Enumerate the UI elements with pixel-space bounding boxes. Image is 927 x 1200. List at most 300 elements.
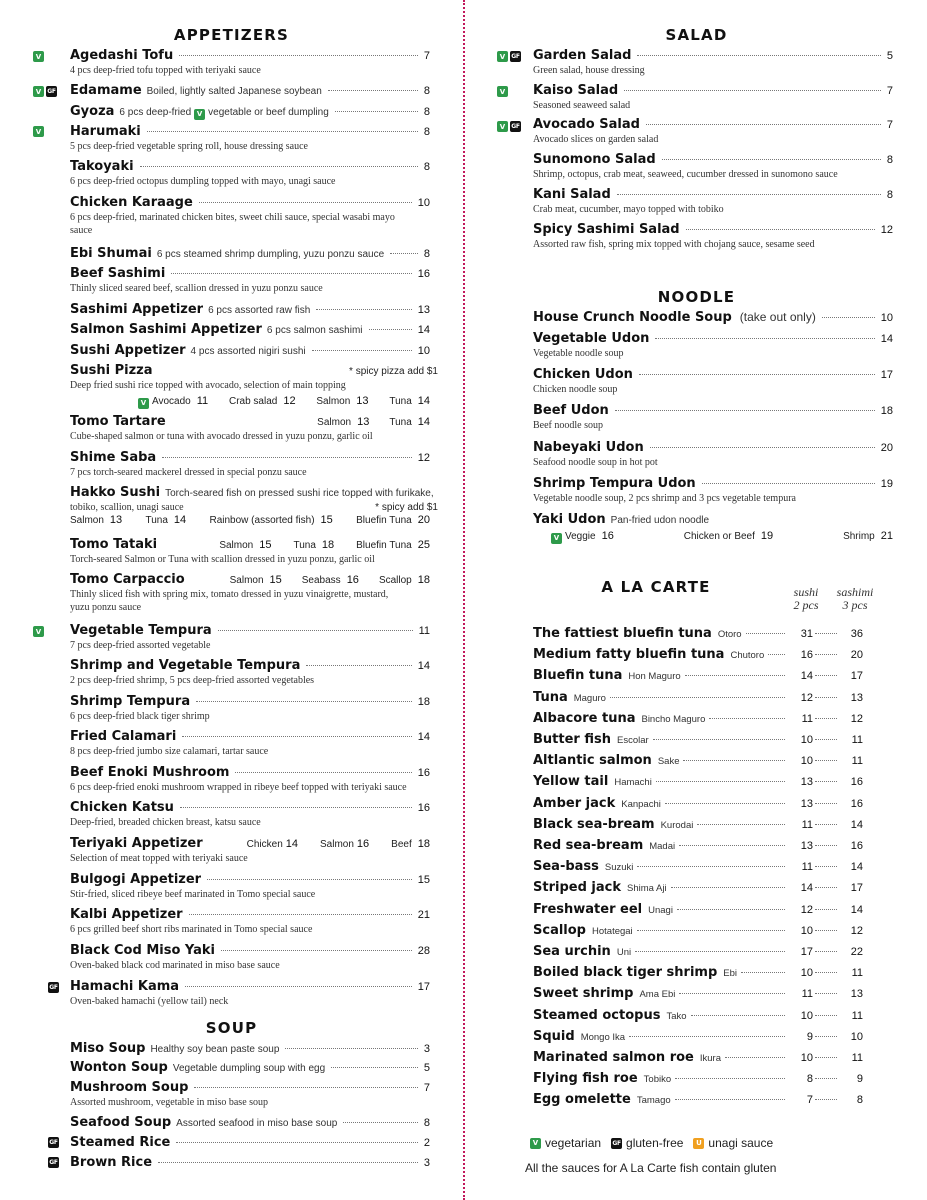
gluten-free-badge-icon: GF xyxy=(49,1159,58,1166)
item-name: Takoyaki xyxy=(70,159,134,174)
sushi-price: 13 xyxy=(800,797,813,810)
item-name: Tomo Tataki xyxy=(70,537,158,552)
dot-leader xyxy=(665,803,785,804)
item-price: 12 xyxy=(880,224,893,236)
fish-name: Marinated salmon roe xyxy=(533,1050,694,1065)
option-price: 11 xyxy=(196,395,209,407)
item-name: Brown Rice xyxy=(70,1155,153,1170)
badge-group xyxy=(48,1157,59,1168)
option-label: Tuna xyxy=(293,540,316,551)
option xyxy=(230,574,282,586)
fish-japanese-name: Suzuki xyxy=(604,862,634,874)
option-label: Salmon xyxy=(317,417,352,428)
item-description: Vegetable noodle soup, 2 pcs shrimp and 3 pcs vegetable tempura xyxy=(533,493,796,504)
option-price: 14 xyxy=(173,514,187,526)
item-description: Pan-fried udon noodle xyxy=(610,515,710,526)
dot-leader xyxy=(316,309,411,310)
item-name: Steamed Rice xyxy=(70,1135,171,1150)
badge-group xyxy=(497,51,521,62)
item-price: 11 xyxy=(418,625,430,637)
dot-leader xyxy=(815,930,837,931)
sashimi-price: 16 xyxy=(850,840,863,852)
item-price: 5 xyxy=(423,1062,430,1074)
item-price: 20 xyxy=(880,442,893,454)
legend-label: gluten-free xyxy=(626,1136,684,1150)
dot-leader xyxy=(199,202,412,203)
fish-name: Freshwater eel xyxy=(533,901,643,917)
alacarte-row xyxy=(533,923,863,938)
option-price: 12 xyxy=(283,395,296,407)
sushi-price: 11 xyxy=(801,988,813,1001)
alacarte-row xyxy=(533,817,863,832)
fish-name: Medium fatty bluefin tuna xyxy=(533,647,725,663)
item-name: Chicken Katsu xyxy=(70,800,174,815)
item-name: Harumaki xyxy=(70,124,141,139)
menu-item xyxy=(70,836,430,865)
menu-item xyxy=(70,694,430,723)
item-name: Chicken Karaage xyxy=(70,195,193,210)
dot-leader xyxy=(331,1067,418,1068)
option xyxy=(293,539,334,551)
item-name: Teriyaki Appetizer xyxy=(70,836,203,851)
option-label: Chicken xyxy=(246,839,283,850)
option xyxy=(843,530,893,542)
option-row xyxy=(70,514,430,526)
item-name: Shime Saba xyxy=(70,450,157,465)
menu-item xyxy=(70,104,430,119)
sushi-price: 13 xyxy=(800,776,813,789)
item-price: 16 xyxy=(417,268,430,280)
badge-group xyxy=(497,86,508,97)
item-description: Healthy soy bean paste soup xyxy=(150,1044,280,1055)
option-price: 15 xyxy=(259,539,272,551)
sashimi-price: 11 xyxy=(851,1009,863,1022)
item-name: Kaiso Salad xyxy=(533,83,619,98)
item-description: 6 pcs deep-fried xyxy=(119,107,192,118)
item-price: 16 xyxy=(417,767,430,779)
item-description: Vegetable dumpling soup with egg xyxy=(172,1063,326,1074)
menu-item xyxy=(70,1060,430,1075)
item-name: Vegetable Tempura xyxy=(70,623,212,638)
option-price: 14 xyxy=(417,416,430,428)
dot-leader xyxy=(624,90,881,91)
sushi-price: 13 xyxy=(800,840,813,852)
option-price: 13 xyxy=(356,395,369,407)
item-description: 4 pcs assorted nigiri sushi xyxy=(190,346,306,357)
alacarte-row xyxy=(533,944,863,959)
vegetarian-badge-icon: V xyxy=(530,1138,541,1149)
option-label: Bluefin Tuna xyxy=(356,515,412,526)
dot-leader xyxy=(207,879,412,880)
menu-item xyxy=(70,322,430,337)
dot-leader xyxy=(815,887,837,888)
menu-item xyxy=(70,943,430,972)
option xyxy=(70,514,122,526)
dot-leader xyxy=(815,1057,837,1058)
item-description: 8 pcs deep-fried jumbo size calamari, tartar sauce xyxy=(70,746,269,757)
dot-leader xyxy=(815,760,837,761)
item-name: Hamachi Kama xyxy=(70,979,180,994)
option-label: Tuna xyxy=(389,417,412,428)
option-price: 14 xyxy=(417,395,430,407)
dot-leader xyxy=(162,457,412,458)
column-header-sub: 3 pcs xyxy=(842,598,868,612)
menu-item xyxy=(70,658,430,687)
column-header-sub: 2 pcs xyxy=(793,598,819,612)
footnote: All the sauces for A La Carte fish contain gluten xyxy=(525,1161,777,1175)
sashimi-price: 14 xyxy=(850,861,863,874)
option-label: Salmon xyxy=(70,515,104,526)
option-price: 18 xyxy=(417,574,430,586)
dot-leader xyxy=(725,1057,785,1058)
sashimi-price: 9 xyxy=(856,1073,863,1086)
fish-japanese-name: Ikura xyxy=(699,1053,721,1064)
item-name: Yaki Udon xyxy=(533,512,606,527)
dot-leader xyxy=(815,1078,837,1079)
sashimi-price: 16 xyxy=(850,776,863,789)
menu-item xyxy=(70,450,430,479)
gluten-free-badge-icon: GF xyxy=(511,123,520,130)
option xyxy=(320,838,369,850)
vegetarian-badge-icon: V xyxy=(551,533,562,544)
column-divider xyxy=(463,0,465,1200)
item-price: 7 xyxy=(886,85,893,97)
option-price: 16 xyxy=(346,574,359,586)
item-name: Kani Salad xyxy=(533,187,611,202)
item-price: 18 xyxy=(417,696,430,708)
fish-name: Yellow tail xyxy=(533,774,609,790)
alacarte-row xyxy=(533,753,863,768)
dot-leader xyxy=(815,718,837,719)
dot-leader xyxy=(675,1078,785,1079)
dot-leader xyxy=(815,951,837,952)
legend-item-unagi xyxy=(693,1136,773,1150)
column-header-label: sashimi xyxy=(836,585,874,599)
item-note: (take out only) xyxy=(739,310,816,324)
dot-leader xyxy=(180,807,412,808)
sushi-price: 14 xyxy=(800,670,813,683)
gluten-free-badge-icon: GF xyxy=(47,88,56,95)
sushi-price: 10 xyxy=(800,967,813,980)
item-description: 6 pcs deep-fried octopus dumpling topped with mayo, unagi sauce xyxy=(70,176,336,187)
item-description: Green salad, house dressing xyxy=(533,65,645,76)
option xyxy=(302,574,359,586)
sashimi-price: 11 xyxy=(851,755,863,768)
alacarte-row xyxy=(533,859,863,874)
sushi-price: 8 xyxy=(806,1073,813,1086)
menu-item xyxy=(533,310,893,325)
sushi-price: 12 xyxy=(800,691,813,704)
option-label: Avocado xyxy=(152,396,191,407)
option xyxy=(684,530,773,542)
item-name: Salmon Sashimi Appetizer xyxy=(70,322,262,337)
menu-item xyxy=(70,83,430,98)
menu-item xyxy=(70,343,430,358)
alacarte-row xyxy=(533,1092,863,1107)
alacarte-row xyxy=(533,668,863,683)
fish-name: Steamed octopus xyxy=(533,1007,661,1023)
menu-item xyxy=(70,266,430,295)
vegetarian-badge-icon: V xyxy=(497,86,508,97)
dot-leader xyxy=(185,986,412,987)
fish-japanese-name: Kanpachi xyxy=(621,798,661,810)
dot-leader xyxy=(815,803,837,804)
menu-item xyxy=(70,765,430,794)
gluten-free-badge-icon: GF xyxy=(612,1139,621,1147)
item-name: Nabeyaki Udon xyxy=(533,440,644,455)
menu-item xyxy=(70,537,430,566)
fish-japanese-name: Tobiko xyxy=(643,1074,672,1086)
menu-item xyxy=(70,48,430,77)
fish-japanese-name: Kurodai xyxy=(660,819,694,831)
fish-name: Butter fish xyxy=(533,732,611,747)
vegetarian-badge-icon: V xyxy=(138,398,149,409)
alacarte-row xyxy=(533,774,863,789)
dot-leader xyxy=(629,1036,785,1037)
option-label: Seabass xyxy=(301,575,341,586)
item-description: Torch-seared Salmon or Tuna with scallion dressed in yuzu ponzu, garlic oil xyxy=(70,554,375,565)
item-name: Beef Enoki Mushroom xyxy=(70,765,230,780)
alacarte-row xyxy=(533,1050,863,1065)
item-price: 10 xyxy=(417,345,430,357)
sashimi-price: 8 xyxy=(856,1094,863,1107)
option-row xyxy=(138,395,430,408)
unagi-sauce-badge-icon: U xyxy=(693,1138,704,1149)
sushi-price: 14 xyxy=(800,882,813,895)
option xyxy=(391,838,430,850)
option xyxy=(356,514,430,526)
dot-leader xyxy=(683,760,785,761)
menu-item xyxy=(70,1080,430,1109)
menu-item xyxy=(533,83,893,112)
item-price: 8 xyxy=(886,189,893,201)
item-name: Sushi Pizza xyxy=(70,363,153,378)
dot-leader xyxy=(196,701,412,702)
option-price: 21 xyxy=(880,530,893,542)
fish-japanese-name: Mongo Ika xyxy=(580,1031,626,1043)
item-description: 6 pcs grilled beef short ribs marinated in Tomo special sauce xyxy=(70,924,313,935)
item-description: 6 pcs deep-fried enoki mushroom wrapped in ribeye beef topped with teriyaki sauce xyxy=(70,782,407,793)
dot-leader xyxy=(171,273,411,274)
dot-leader xyxy=(815,1015,837,1016)
menu-item xyxy=(70,800,430,829)
alacarte-row xyxy=(533,880,863,895)
menu-item xyxy=(70,124,430,153)
item-name: Tomo Carpaccio xyxy=(70,572,185,587)
gluten-free-badge-icon: GF xyxy=(49,1139,58,1146)
item-description: 5 pcs deep-fried vegetable spring roll, house dressing sauce xyxy=(70,141,308,152)
dot-leader xyxy=(815,781,837,782)
item-price: 14 xyxy=(417,660,430,672)
menu-item xyxy=(70,414,430,443)
dot-leader xyxy=(637,866,785,867)
dot-leader xyxy=(768,654,785,655)
menu-item xyxy=(70,1041,430,1056)
legend-label: vegetarian xyxy=(545,1136,602,1150)
item-price: 17 xyxy=(880,369,893,381)
item-description: Assorted raw fish, spring mix topped with chojang sauce, sesame seed xyxy=(533,239,815,250)
option-label: Veggie xyxy=(565,531,596,542)
menu-item xyxy=(70,979,430,1008)
legend-item-gluten-free xyxy=(611,1136,683,1150)
item-name: Black Cod Miso Yaki xyxy=(70,943,215,958)
item-price: 8 xyxy=(423,161,430,173)
dot-leader xyxy=(815,633,837,634)
dot-leader xyxy=(679,993,785,994)
item-description: Seasoned seaweed salad xyxy=(533,100,631,111)
option xyxy=(379,574,430,586)
fish-japanese-name: Sake xyxy=(657,756,680,768)
sushi-price: 11 xyxy=(801,818,813,831)
badge-group xyxy=(33,126,44,137)
option-label: Beef xyxy=(391,839,412,850)
sushi-price: 12 xyxy=(800,903,813,916)
option-price: 19 xyxy=(760,530,774,542)
fish-japanese-name: Escolar xyxy=(616,735,649,746)
option xyxy=(551,530,614,543)
item-name: Tomo Tartare xyxy=(70,414,166,429)
item-name: Hakko Sushi xyxy=(70,485,161,500)
badge-group xyxy=(33,51,44,62)
item-price: 18 xyxy=(880,405,893,417)
option xyxy=(389,416,430,428)
badge-group xyxy=(48,1137,59,1148)
sushi-price: 31 xyxy=(800,628,813,640)
item-price: 12 xyxy=(417,452,430,464)
sushi-price: 10 xyxy=(800,734,813,746)
option-price: 20 xyxy=(417,514,430,526)
sushi-price: 10 xyxy=(800,755,813,768)
sashimi-price: 17 xyxy=(850,882,863,895)
menu-item xyxy=(70,1115,430,1130)
item-description: Torch-seared fish on pressed sushi rice topped with furikake, xyxy=(165,488,434,499)
option-label: Salmon xyxy=(320,839,354,850)
menu-item xyxy=(533,512,893,543)
menu-item xyxy=(70,246,430,261)
item-name: Garden Salad xyxy=(533,48,632,63)
menu-item xyxy=(533,476,893,505)
dot-leader xyxy=(182,736,411,737)
item-price: 5 xyxy=(886,50,893,62)
sashimi-price: 11 xyxy=(851,734,863,746)
sashimi-price: 36 xyxy=(850,628,863,640)
fish-name: Altlantic salmon xyxy=(533,753,652,769)
sushi-price: 7 xyxy=(806,1094,813,1107)
item-price: 3 xyxy=(423,1157,430,1169)
fish-name: Sea urchin xyxy=(533,944,611,959)
fish-japanese-name: Chutoro xyxy=(730,650,765,662)
gluten-free-badge-icon: GF xyxy=(511,53,520,60)
sashimi-price: 12 xyxy=(850,924,863,937)
sashimi-price: 11 xyxy=(851,1052,863,1064)
fish-japanese-name: Unagi xyxy=(648,904,673,916)
dot-leader xyxy=(617,194,881,195)
sushi-price: 17 xyxy=(800,946,813,958)
item-description: Shrimp, octopus, crab meat, seaweed, cucumber dressed in sunomono sauce xyxy=(533,169,838,180)
dot-leader xyxy=(685,675,785,676)
option xyxy=(145,514,186,526)
fish-japanese-name: Maguro xyxy=(573,692,606,704)
item-name: Bulgogi Appetizer xyxy=(70,872,202,887)
fish-japanese-name: Uni xyxy=(616,947,632,958)
dot-leader xyxy=(741,972,785,973)
menu-item xyxy=(533,403,893,432)
item-description: 6 pcs deep-fried, marinated chicken bites, sweet chili sauce, special wasabi mayo sauce xyxy=(70,212,395,236)
item-description: Deep fried sushi rice topped with avocado, selection of main topping xyxy=(70,380,346,391)
item-price: 8 xyxy=(423,106,430,118)
item-description: tobiko, scallion, unagi sauce xyxy=(70,502,184,513)
option xyxy=(247,838,298,850)
fish-name: Red sea-bream xyxy=(533,838,644,853)
fish-name: The fattiest bluefin tuna xyxy=(533,626,712,641)
item-price: 21 xyxy=(417,909,430,921)
sashimi-price: 13 xyxy=(850,988,863,1001)
dot-leader xyxy=(390,253,418,254)
dot-leader xyxy=(662,159,881,160)
item-description: 6 pcs steamed shrimp dumpling, yuzu ponzu sauce xyxy=(156,249,385,260)
sushi-price: 10 xyxy=(800,924,813,937)
sushi-price: 16 xyxy=(800,649,813,662)
item-price: 2 xyxy=(423,1137,430,1149)
dot-leader xyxy=(639,374,875,375)
menu-item xyxy=(70,872,430,901)
item-price: 10 xyxy=(880,312,893,324)
fish-name: Black sea-bream xyxy=(533,816,655,832)
dot-leader xyxy=(675,1099,785,1100)
option-label: Tuna xyxy=(145,515,168,526)
dot-leader xyxy=(646,124,881,125)
alacarte-row xyxy=(533,711,863,726)
item-name: Shrimp Tempura Udon xyxy=(533,476,696,491)
fish-name: Striped jack xyxy=(533,880,621,896)
item-name: Sushi Appetizer xyxy=(70,343,186,358)
dot-leader xyxy=(815,909,837,910)
sashimi-price: 13 xyxy=(850,691,863,704)
item-name: Vegetable Udon xyxy=(533,331,650,346)
fish-japanese-name: Tamago xyxy=(636,1095,671,1107)
item-description: Thinly sliced fish with spring mix, tomato dressed in yuzu vinaigrette, mustard, yuzu ponzu sauce xyxy=(70,589,389,613)
item-description: Stir-fried, sliced ribeye beef marinated in Tomo special sauce xyxy=(70,889,316,900)
item-name: Shrimp Tempura xyxy=(70,694,191,709)
fish-name: Boiled black tiger shrimp xyxy=(533,965,718,981)
alacarte-row xyxy=(533,732,863,747)
item-name: Edamame xyxy=(70,83,142,98)
option-label: Tuna xyxy=(389,396,412,407)
option-label: Crab salad xyxy=(228,396,278,407)
item-description: Selection of meat topped with teriyaki sauce xyxy=(70,853,248,864)
sushi-price: 11 xyxy=(801,861,813,874)
alacarte-row xyxy=(533,1008,863,1023)
item-price: 7 xyxy=(886,119,893,131)
dot-leader xyxy=(221,950,412,951)
dot-leader xyxy=(815,972,837,973)
dot-leader xyxy=(610,697,785,698)
dot-leader xyxy=(218,630,413,631)
dot-leader xyxy=(312,350,412,351)
item-name: Avocado Salad xyxy=(533,117,640,132)
vegetarian-badge-icon: V xyxy=(497,121,508,132)
alacarte-row xyxy=(533,647,863,662)
fish-name: Tuna xyxy=(533,689,568,705)
option xyxy=(356,539,430,551)
dot-leader xyxy=(709,718,785,719)
option-price: 15 xyxy=(269,574,282,586)
alacarte-row xyxy=(533,1029,863,1044)
item-name: House Crunch Noodle Soup xyxy=(533,310,732,325)
item-name: Fried Calamari xyxy=(70,729,177,744)
dot-leader xyxy=(677,909,785,910)
menu-item xyxy=(533,440,893,469)
